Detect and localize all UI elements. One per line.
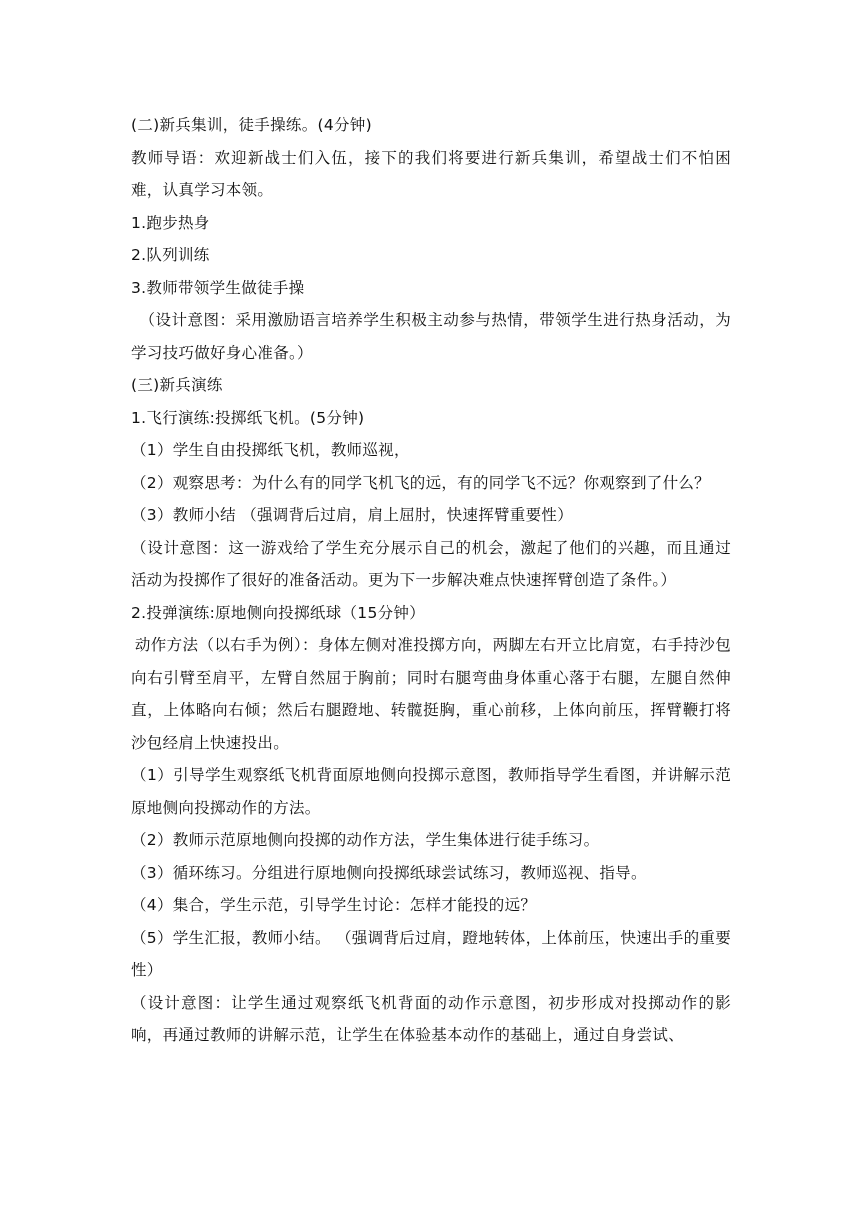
list-item-freehand-exercise: 3.教师带领学生做徒手操	[131, 278, 305, 297]
design-intent-1: （设计意图：采用激励语言培养学生积极主动参与热情，带领学生进行热身活动，为学习技巧做好身心准备。）	[131, 311, 731, 362]
step-free-throw: （1）学生自由投掷纸飞机，教师巡视，	[131, 441, 410, 459]
step-circuit-practice: （3）循环练习。分组进行原地侧向投掷纸球尝试练习，教师巡视、指导。	[131, 863, 647, 882]
list-item-warmup-run: 1.跑步热身	[131, 213, 210, 232]
design-intent-2: （设计意图：这一游戏给了学生充分展示自己的机会，激起了他们的兴趣，而且通过活动为投掷作了很好的准备活动。更为下一步解决难点快速挥臂创造了条件。）	[131, 538, 731, 589]
section-heading-recruit-training: (二)新兵集训，徒手操练。(4分钟)	[131, 116, 372, 134]
movement-method: 动作方法（以右手为例）：身体左侧对准投掷方向，两脚左右开立比肩宽，右手持沙包向右引臂至肩平，左臂自然屈于胸前；同时右腿弯曲身体重心落于右腿，左腿自然伸直，上体略向右倾；然后右腿蹬地、转髋挺胸，重心前移，上体向前压，挥臂鞭打将沙包经肩上快速投出。	[131, 636, 731, 752]
subheading-grenade-exercise: 2.投弹演练:原地侧向投掷纸球（15分钟）	[131, 603, 426, 622]
step-observe-think: （2）观察思考：为什么有的同学飞机飞的远，有的同学飞不远？你观察到了什么？	[131, 473, 710, 492]
step-assemble-discuss: （4）集合，学生示范，引导学生讨论：怎样才能投的远？	[131, 896, 537, 914]
step-guide-observe: （1）引导学生观察纸飞机背面原地侧向投掷示意图，教师指导学生看图，并讲解示范原地侧向投掷动作的方法。	[131, 766, 731, 817]
step-student-report: （5）学生汇报，教师小结。 （强调背后过肩，蹬地转体，上体前压，快速出手的重要性）	[131, 928, 731, 979]
teacher-introduction: 教师导语：欢迎新战士们入伍，接下的我们将要进行新兵集训，希望战士们不怕困难，认真学习本领。	[131, 148, 731, 199]
step-teacher-demo: （2）教师示范原地侧向投掷的动作方法，学生集体进行徒手练习。	[131, 831, 600, 849]
list-item-drill-training: 2.队列训练	[131, 246, 210, 264]
design-intent-3: （设计意图：让学生通过观察纸飞机背面的动作示意图，初步形成对投掷动作的影响，再通过教师的讲解示范，让学生在体验基本动作的基础上，通过自身尝试、	[131, 993, 731, 1044]
section-heading-recruit-exercise: (三)新兵演练	[131, 376, 223, 394]
subheading-flight-exercise: 1.飞行演练:投掷纸飞机。(5分钟)	[131, 408, 365, 427]
document-body	[131, 109, 731, 1052]
step-teacher-summary: （3）教师小结 （强调背后过肩，肩上屈肘，快速挥臂重要性）	[131, 506, 573, 524]
